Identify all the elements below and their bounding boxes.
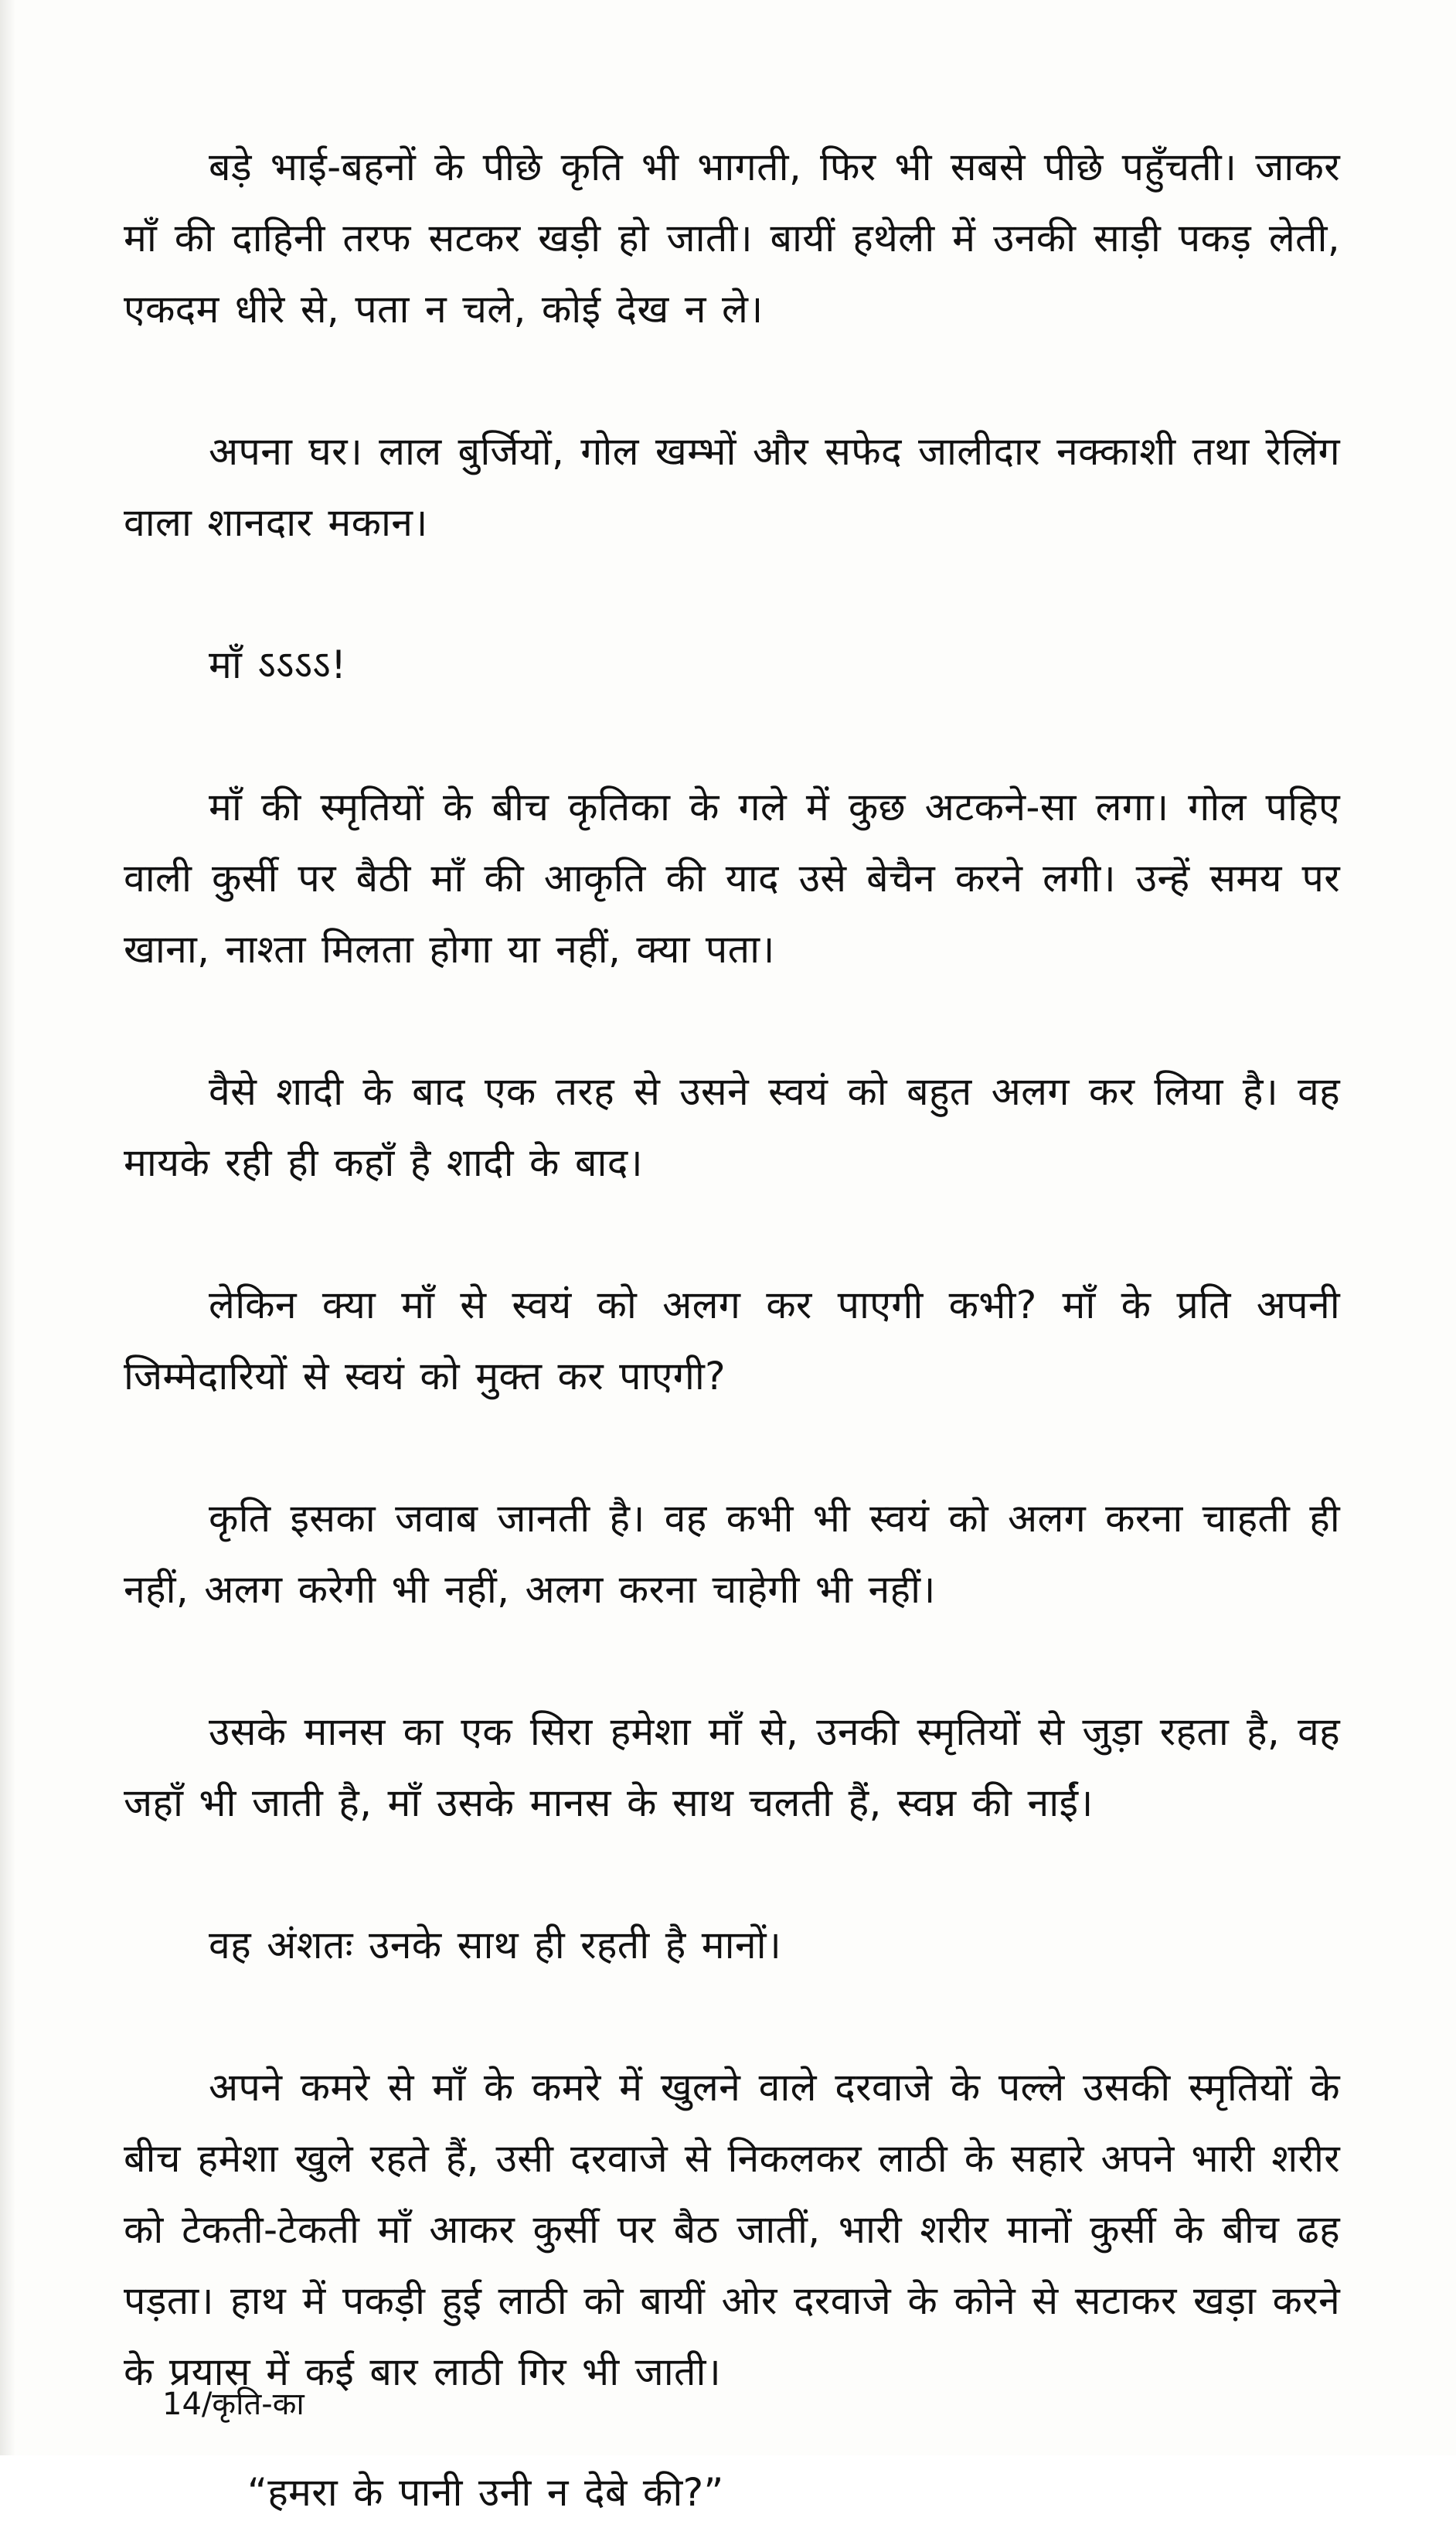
paragraph-3: माँ ऽऽऽऽ!	[209, 642, 347, 687]
paragraph-8: उसके मानस का एक सिरा हमेशा माँ से, उनकी स्मृतियों से जुड़ा रहता है, वह जहाँ भी जाती है, माँ उसके मानस के साथ चलती हैं, स्वप्न की नाईं।	[124, 1709, 1340, 1825]
paragraph-1: बड़े भाई-बहनों के पीछे कृति भी भागती, फिर भी सबसे पीछे पहुँचती। जाकर माँ की दाहिनी तरफ सटकर खड़ी हो जाती। बायीं हथेली में उनकी साड़ी पकड़ लेती, एकदम धीरे से, पता न चले, कोई देख न ले।	[124, 145, 1340, 332]
paragraph-10: अपने कमरे से माँ के कमरे में खुलने वाले दरवाजे के पल्ले उसकी स्मृतियों के बीच हमेशा खुले रहते हैं, उसी दरवाजे से निकलकर लाठी के सहारे अपने भारी शरीर को टेकती-टेकती माँ आकर कुर्सी पर बैठ जातीं, भारी शरीर मानों कुर्सी के बीच ढह पड़ता। हाथ में पकड़ी हुई लाठी को बायीं ओर दरवाजे के कोने से सटाकर खड़ा करने के प्रयास में कई बार लाठी गिर भी जाती।	[124, 2065, 1340, 2394]
paragraph-7: कृति इसका जवाब जानती है। वह कभी भी स्वयं को अलग करना चाहती ही नहीं, अलग करेगी भी नहीं, अलग करना चाहेगी भी नहीं।	[124, 1496, 1340, 1612]
dialogue-quote: “हमरा के पानी उनी न देबे की?”	[247, 2470, 724, 2515]
page-footer: 14/कृति-का	[162, 2387, 304, 2422]
paragraph-5: वैसे शादी के बाद एक तरह से उसने स्वयं को बहुत अलग कर लिया है। वह मायके रही ही कहाँ है शादी के बाद।	[124, 1069, 1340, 1185]
paragraph-2: अपना घर। लाल बुर्जियों, गोल खम्भों और सफेद जालीदार नक्काशी तथा रेलिंग वाला शानदार मकान।	[124, 429, 1340, 545]
paragraph-4: माँ की स्मृतियों के बीच कृतिका के गले में कुछ अटकने-सा लगा। गोल पहिए वाली कुर्सी पर बैठी माँ की आकृति की याद उसे बेचैन करने लगी। उन्हें समय पर खाना, नाश्ता मिलता होगा या नहीं, क्या पता।	[124, 785, 1340, 972]
paragraph-9: वह अंशतः उनके साथ ही रहती है मानों।	[209, 1923, 782, 1968]
page-edge-shadow	[0, 0, 15, 2455]
paragraph-6: लेकिन क्या माँ से स्वयं को अलग कर पाएगी कभी? माँ के प्रति अपनी जिम्मेदारियों से स्वयं को मुक्त कर पाएगी?	[124, 1283, 1340, 1399]
